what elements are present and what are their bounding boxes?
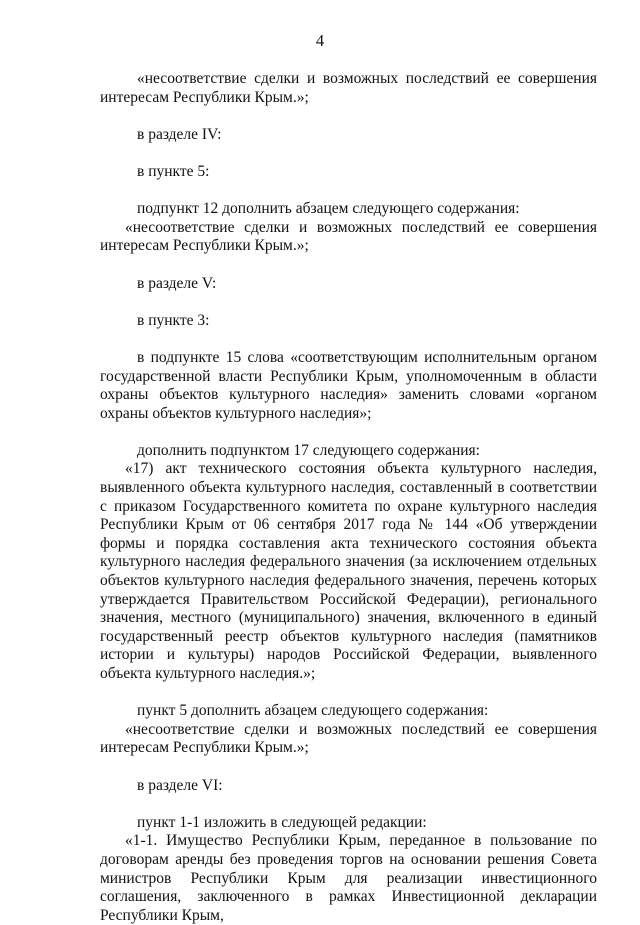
paragraph-quote-3: «несоответствие сделки и возможных последствий ее совершения интересам Республики Крым.»; — [100, 720, 597, 757]
paragraph-point-1-1-text: «1-1. Имущество Республики Крым, переданное в пользование по договорам аренды без проведения торгов на основании решения Совета министров Республики Крым для реализации инвестиционного соглашения, заключенного в рамках Инвестиционной декларации Республики Крым, — [100, 832, 597, 924]
paragraph-point-3: в пункте 3: — [137, 311, 210, 329]
page-number: 4 — [315, 31, 325, 50]
document-body — [100, 70, 597, 925]
paragraph-subpoint-17-text: «17) акт технического состояния объекта культурного наследия, выявленного объекта культурного наследия, составленный в соответствии с приказом Государственного комитета по охране культурного наследия Республики Крым от 06 сентября 2017 года № 144 «Об утверждении формы и порядка составления акта технического состояния объекта культурного наследия федерального значения (за исключением отдельных объектов культурного наследия федерального значения, перечень которых утверждается Правительством Российской Федерации), регионального значения, местного (муниципального) значения, включенного в единый государственный реестр объектов культурного наследия (памятников истории и культуры) народов Российской Федерации, выявленного объекта культурного наследия.»; — [100, 460, 597, 682]
paragraph-subpoint-15: в подпункте 15 слова «соответствующим исполнительным органом государственной власти Республики Крым, уполномоченным в области охраны объектов культурного наследия» заменить словами «органом охраны объектов культурного наследия»; — [100, 348, 597, 422]
paragraph-quote-1: «несоответствие сделки и возможных последствий ее совершения интересам Республики Крым.»; — [100, 70, 597, 106]
paragraph-quote-2: «несоответствие сделки и возможных последствий ее совершения интересам Республики Крым.»; — [100, 218, 597, 255]
paragraph-section-v: в разделе V: — [137, 274, 217, 292]
paragraph-point-1-1: пункт 1-1 изложить в следующей редакции: — [137, 813, 427, 831]
paragraph-subpoint-12: подпункт 12 дополнить абзацем следующего содержания: — [137, 200, 520, 218]
paragraph-point-5: в пункте 5: — [137, 162, 210, 180]
paragraph-add-subpoint-17: дополнить подпунктом 17 следующего содержания: — [137, 441, 480, 459]
paragraph-point-5-add: пункт 5 дополнить абзацем следующего содержания: — [137, 702, 489, 720]
paragraph-section-vi: в разделе VI: — [137, 776, 223, 794]
paragraph-section-iv: в разделе IV: — [137, 125, 222, 143]
